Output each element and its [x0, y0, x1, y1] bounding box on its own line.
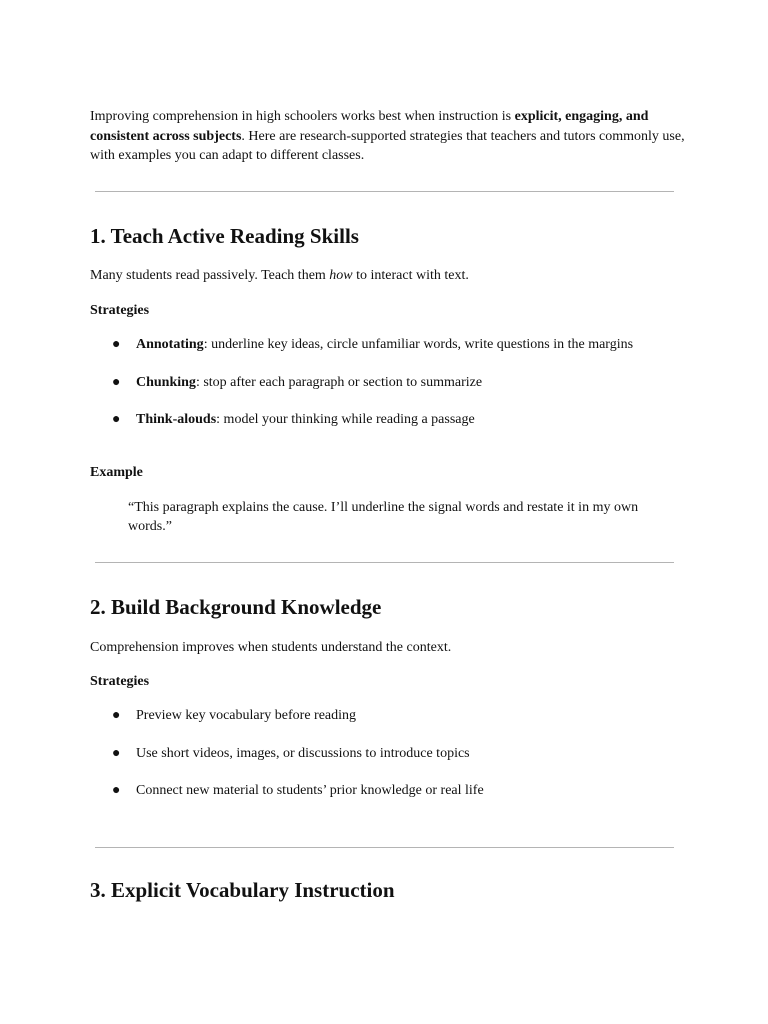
list-item-desc: : underline key ideas, circle unfamiliar words, write questions in the margins: [203, 337, 634, 352]
section-1-strategies-label: Strategies: [90, 303, 150, 318]
intro-bold-phrase: explicit, engaging, and consistent across subjects: [90, 109, 649, 144]
list-item-text: Connect new material to students’ prior knowledge or real life: [136, 783, 484, 798]
section-2-intro: Comprehension improves when students understand the context.: [90, 640, 452, 655]
list-item-text: Preview key vocabulary before reading: [136, 708, 357, 723]
bullet-icon: ●: [112, 708, 121, 723]
section-2-strategies-label: Strategies: [90, 674, 150, 689]
list-item-text: Use short videos, images, or discussions to introduce topics: [136, 746, 470, 761]
divider-1: [95, 191, 674, 192]
section-1-intro: [90, 266, 469, 285]
divider-2: [95, 562, 674, 563]
list-item-desc: : model your thinking while reading a passage: [216, 412, 475, 427]
section-1-intro-before: Many students read passively. Teach them: [90, 268, 330, 283]
bullet-icon: ●: [112, 412, 121, 427]
section-3-heading: 3. Explicit Vocabulary Instruction: [90, 878, 395, 902]
section-1-example-label: Example: [90, 465, 143, 480]
bullet-icon: ●: [112, 783, 121, 798]
bullet-icon: ●: [112, 375, 121, 390]
list-item-term: Think-alouds: [136, 412, 217, 427]
bullet-icon: ●: [112, 746, 121, 761]
section-1-intro-after: to interact with text.: [352, 268, 469, 283]
bullet-icon: ●: [112, 337, 121, 352]
list-item-term: Annotating: [136, 337, 204, 352]
section-1-example-quote: “This paragraph explains the cause. I’ll underline the signal words and restate it in my own words.”: [128, 500, 639, 534]
divider-3: [95, 847, 674, 848]
intro-text-2: . Here are research-supported strategies that teachers and tutors commonly use, with examples you can adapt to different classes.: [90, 128, 685, 163]
intro-text-1: Improving comprehension in high schoolers works best when instruction is: [90, 109, 515, 124]
section-1-heading: 1. Teach Active Reading Skills: [90, 224, 359, 248]
section-1-intro-italic: how: [329, 268, 353, 283]
list-item-term: Chunking: [136, 375, 196, 390]
section-2-heading: 2. Build Background Knowledge: [90, 595, 382, 619]
intro-paragraph: [90, 107, 686, 166]
list-item-desc: : stop after each paragraph or section to summarize: [195, 375, 483, 390]
